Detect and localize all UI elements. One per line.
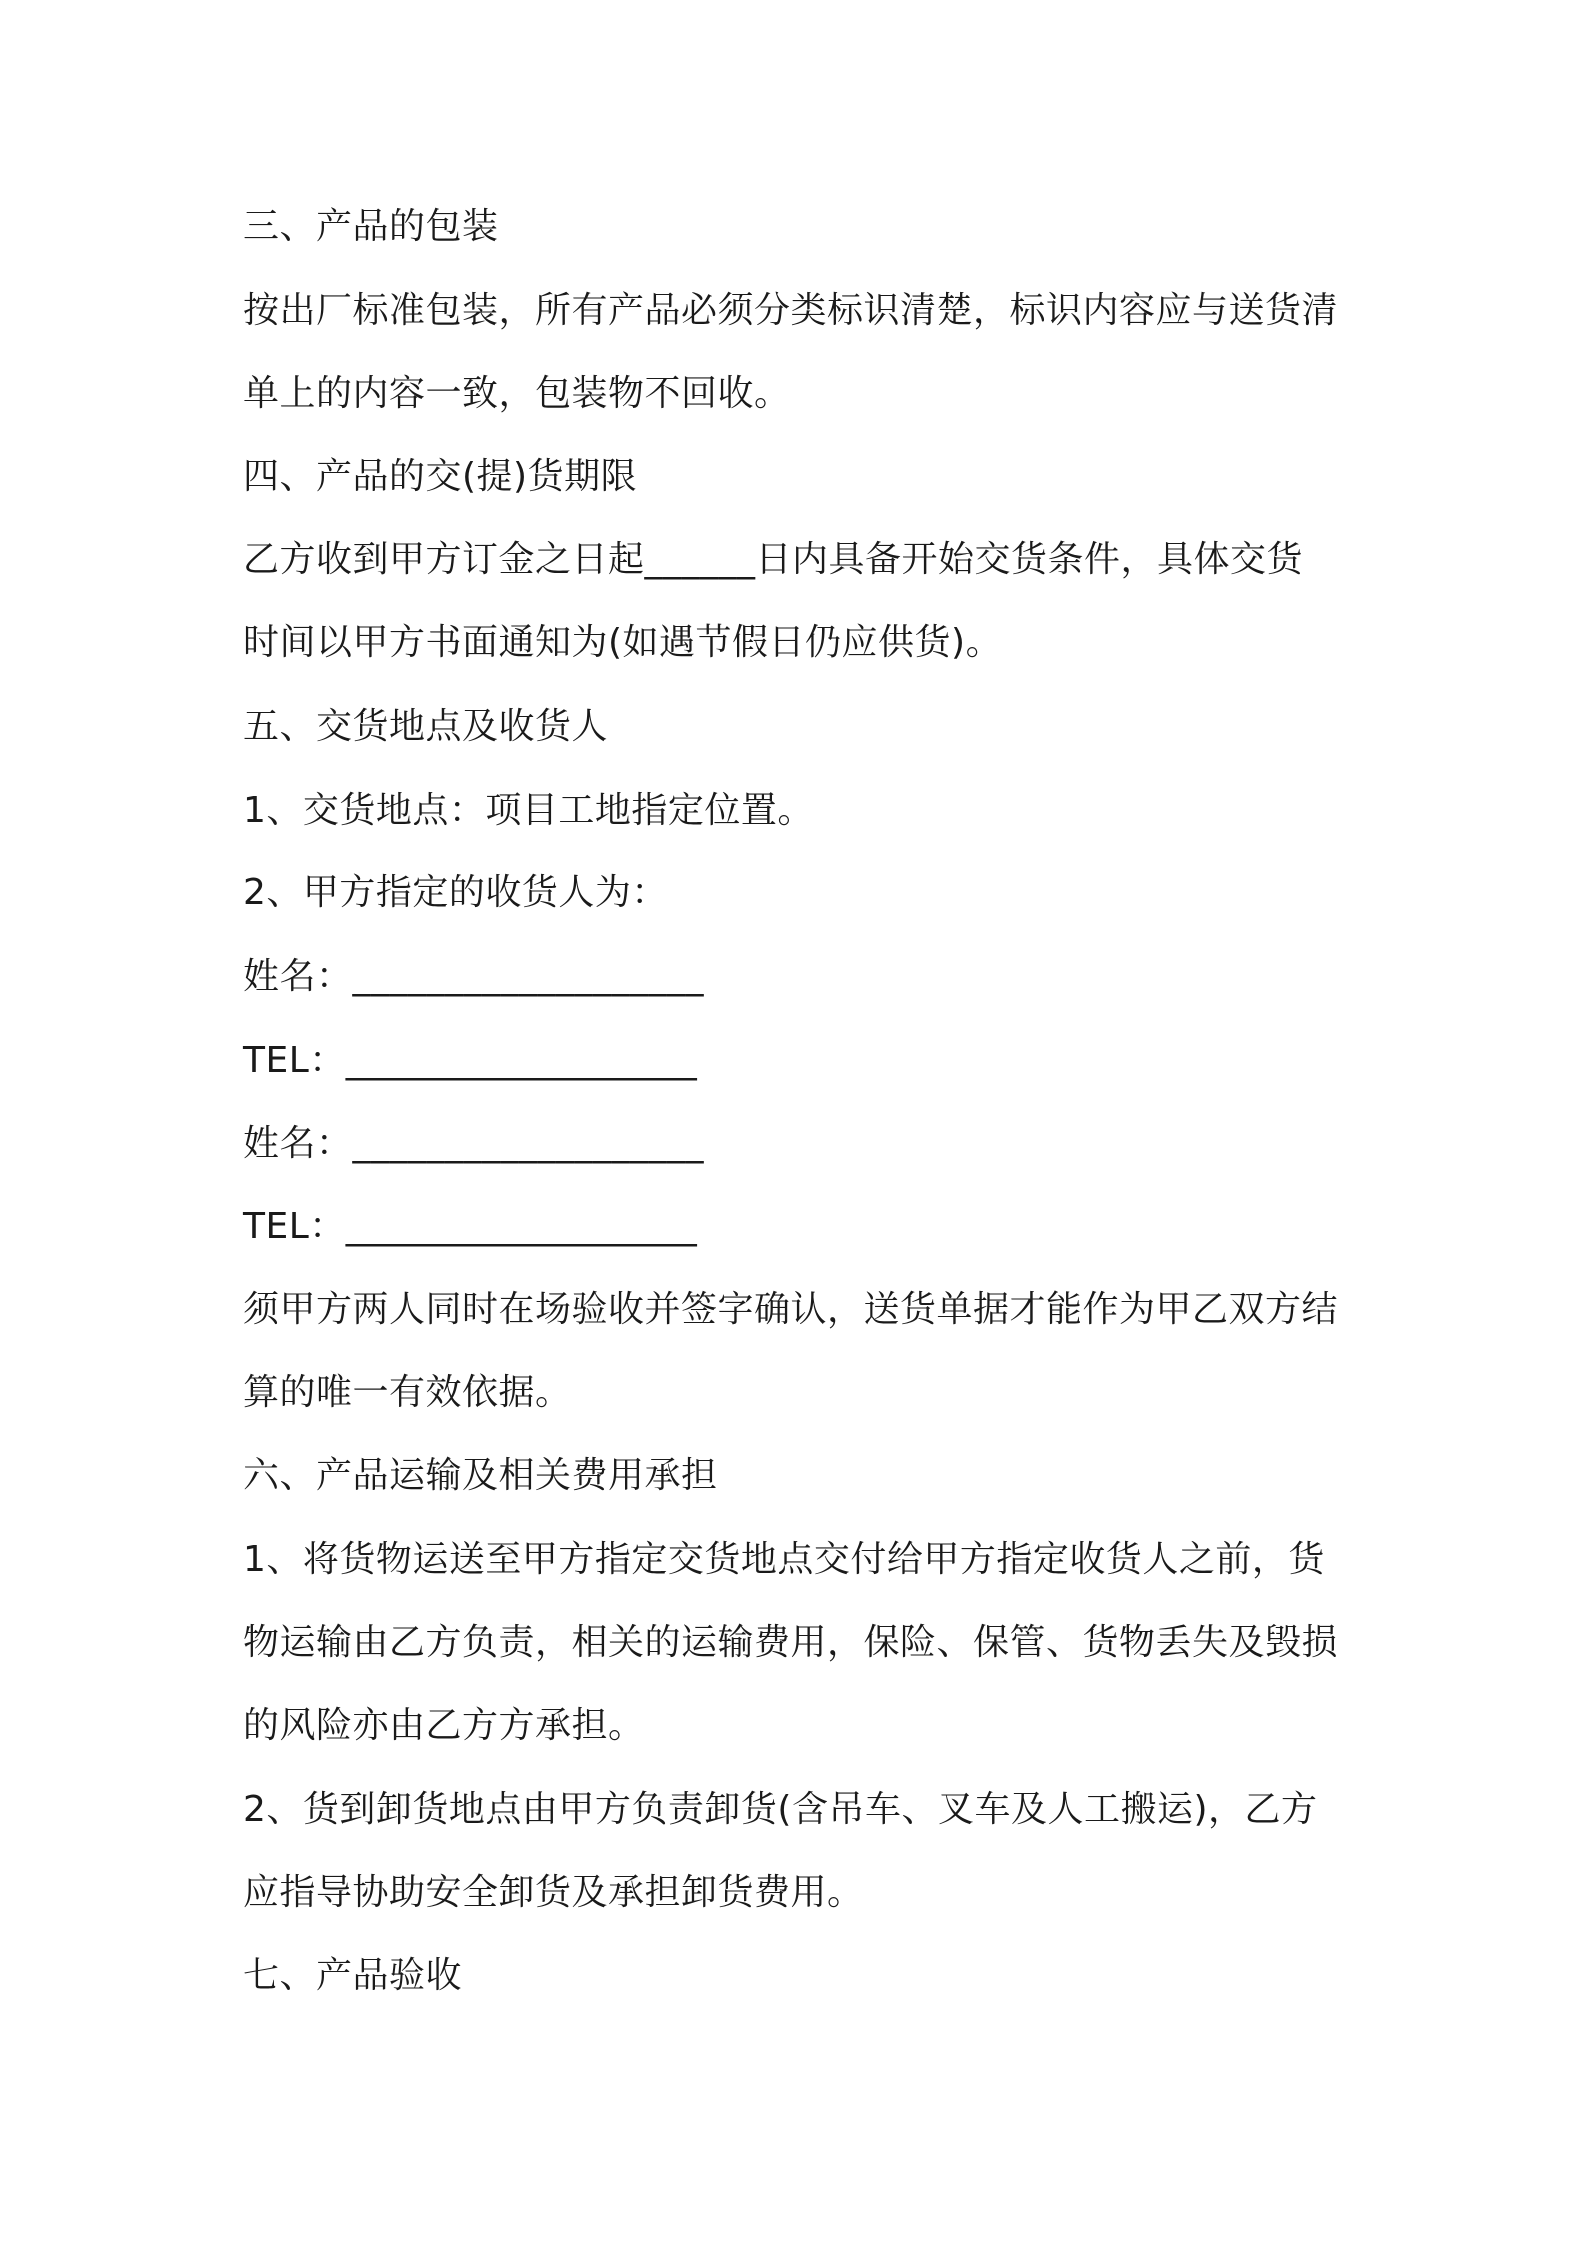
section-3-body-line-1: 按出厂标准包装，所有产品必须分类标识清楚，标识内容应与送货清 bbox=[243, 290, 1339, 331]
section-5-heading: 五、交货地点及收货人 bbox=[243, 706, 609, 747]
section-3-heading: 三、产品的包装 bbox=[243, 206, 499, 247]
section-6-item-1-line-1: 1、将货物运送至甲方指定交货地点交付给甲方指定收货人之前，货 bbox=[243, 1539, 1325, 1580]
section-4-heading: 四、产品的交(提)货期限 bbox=[243, 456, 638, 497]
section-6-item-1-line-2: 物运输由乙方负责，相关的运输费用，保险、保管、货物丢失及毁损 bbox=[243, 1622, 1339, 1663]
receiver-2-name-field: 姓名：___________________ bbox=[243, 1123, 705, 1164]
section-7-heading: 七、产品验收 bbox=[243, 1955, 463, 1996]
section-6-item-2-line-2: 应指导协助安全卸货及承担卸货费用。 bbox=[243, 1872, 864, 1913]
section-5-note-line-2: 算的唯一有效依据。 bbox=[243, 1372, 572, 1413]
section-4-body-line-1: 乙方收到甲方订金之日起______日内具备开始交货条件，具体交货 bbox=[243, 539, 1304, 580]
receiver-2-tel-field: TEL：___________________ bbox=[243, 1206, 698, 1247]
section-6-item-1-line-3: 的风险亦由乙方方承担。 bbox=[243, 1705, 645, 1746]
receiver-1-tel-field: TEL：___________________ bbox=[243, 1040, 698, 1081]
receiver-1-name-field: 姓名：___________________ bbox=[243, 956, 705, 997]
section-5-item-1: 1、交货地点：项目工地指定位置。 bbox=[243, 790, 814, 831]
section-3-body-line-2: 单上的内容一致，包装物不回收。 bbox=[243, 373, 791, 414]
section-5-item-2: 2、甲方指定的收货人为： bbox=[243, 872, 668, 913]
section-4-body-line-2: 时间以甲方书面通知为(如遇节假日仍应供货)。 bbox=[243, 622, 1003, 663]
section-6-item-2-line-1: 2、货到卸货地点由甲方负责卸货(含吊车、叉车及人工搬运)，乙方 bbox=[243, 1789, 1318, 1830]
section-6-heading: 六、产品运输及相关费用承担 bbox=[243, 1455, 718, 1496]
section-5-note-line-1: 须甲方两人同时在场验收并签字确认，送货单据才能作为甲乙双方结 bbox=[243, 1289, 1339, 1330]
